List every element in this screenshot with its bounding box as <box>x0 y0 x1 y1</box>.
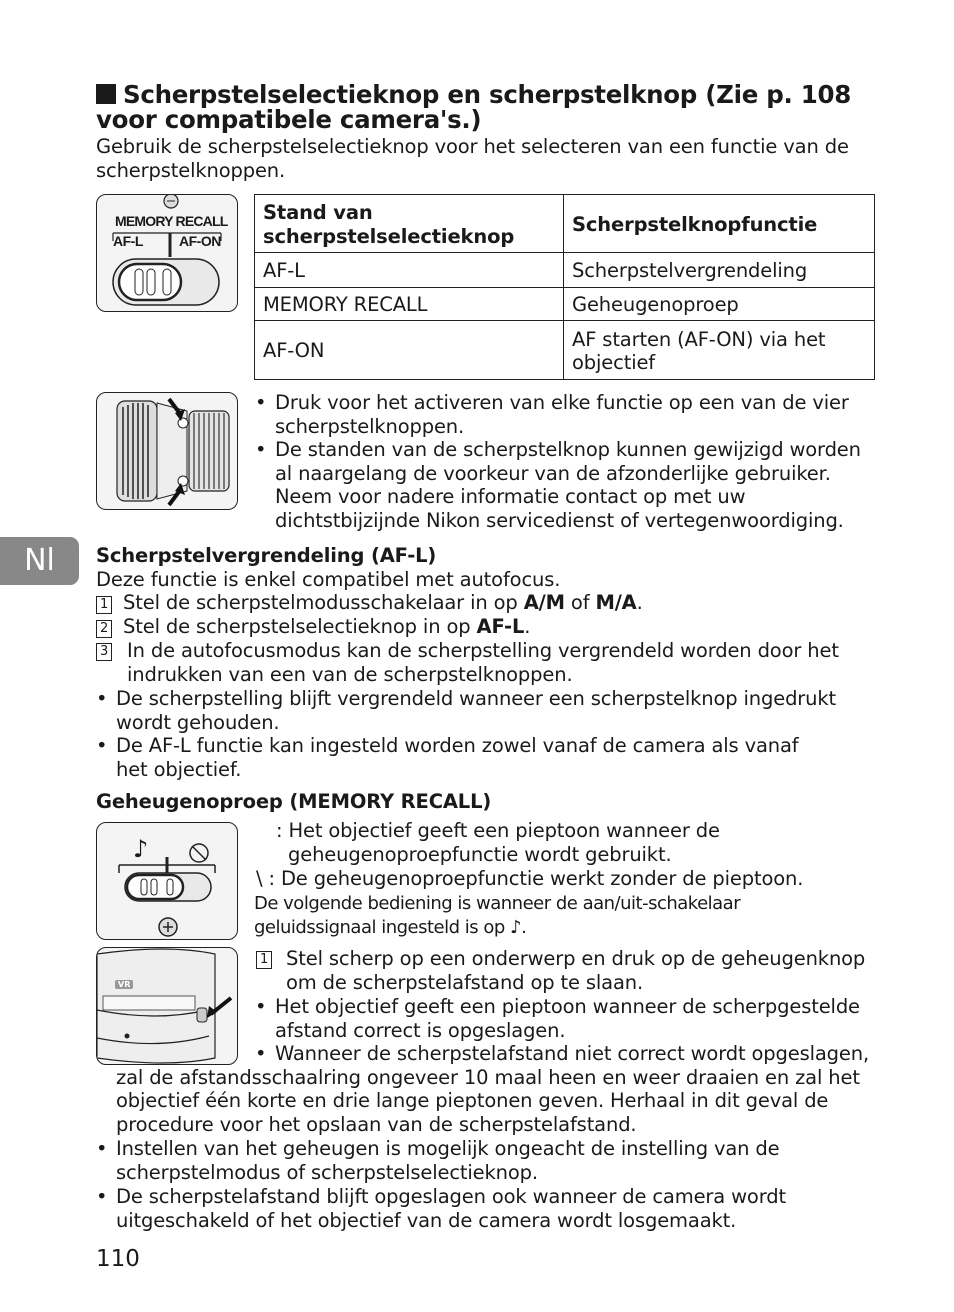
bullet-text: De scherpstelafstand blijft opgeslagen ook wanneer de camera wordt uitgeschakeld of het objectief van de camera wordt losgemaakt. <box>116 1185 786 1232</box>
heading-text: Scherpstelselectieknop en scherpstelknop (Zie p. 108 voor compatibele camera's.) <box>96 80 851 134</box>
list-item <box>255 438 865 532</box>
bullet-icon: • <box>96 1185 108 1208</box>
memory-beep-off <box>256 867 876 891</box>
beep-off-icon: \ <box>256 867 263 890</box>
language-tab: Nl <box>0 537 79 585</box>
step-text: In de autofocusmodus kan de scherpstelling vergrendeld worden door het indrukken van een van de scherpstelknoppen. <box>127 639 839 686</box>
music-note-icon: ♪ <box>133 835 149 863</box>
bullet-icon: • <box>96 1137 108 1160</box>
table-header-cell: Stand van scherpstelselectieknop <box>255 195 564 253</box>
sound-switch-illustration <box>96 822 238 940</box>
step-emphasis: AF-L <box>476 615 525 638</box>
section-heading <box>96 82 896 132</box>
step-text: of <box>564 591 596 614</box>
table-header-row <box>255 195 875 253</box>
step-number: 3 <box>96 643 112 661</box>
bullet-icon: • <box>96 687 108 710</box>
memory-step-1 <box>256 947 876 994</box>
bullet-icon: • <box>96 734 108 757</box>
bullet-icon: • <box>255 995 267 1018</box>
table-cell: AF-ON <box>255 321 564 380</box>
label-memory-recall: MEMORY RECALL <box>115 213 228 229</box>
beep-on-text: : Het objectief geeft een pieptoon wanneer de geheugenoproepfunctie wordt gebruikt. <box>276 819 720 866</box>
table-row <box>255 288 875 321</box>
list-item <box>96 687 856 734</box>
function-table <box>254 194 875 380</box>
bullet-icon: • <box>255 391 267 414</box>
table-row <box>255 253 875 288</box>
afl-step-3 <box>96 639 866 686</box>
bullet-icon: • <box>255 438 267 461</box>
bullet-text: Instellen van het geheugen is mogelijk ongeacht de instelling van de scherpstelmodus of scherpstelselectieknop. <box>116 1137 780 1184</box>
table-cell: MEMORY RECALL <box>255 288 564 321</box>
step-text: Stel de scherpstelselectieknop in op <box>123 615 477 638</box>
bullet-text: Druk voor het activeren van elke functie op een van de vier scherpstelknoppen. <box>275 391 849 438</box>
lens-drawing <box>97 393 237 509</box>
step-text: Stel scherp op een onderwerp en druk op de geheugenknop om de scherpstelafstand op te slaan. <box>286 947 866 994</box>
list-item <box>255 995 875 1042</box>
table-cell: Geheugenoproep <box>564 288 875 321</box>
page-number: 110 <box>96 1246 140 1272</box>
list-item <box>96 1137 816 1184</box>
bullet-text: De standen van de scherpstelknop kunnen gewijzigd worden al naargelang de voorkeur van de afzonderlijke gebruiker. Neem voor nadere informatie contact op met uw dichtstbijzijnde Nikon servicedienst of vertegenwoordiging. <box>275 438 861 532</box>
bullet-icon: • <box>255 1042 267 1065</box>
table-cell: AF-L <box>255 253 564 288</box>
step-number: 2 <box>96 620 112 638</box>
music-note-icon: ♪ <box>510 916 522 938</box>
list-item <box>96 1185 816 1232</box>
square-bullet-icon <box>96 84 116 104</box>
table-cell: Scherpstelvergrendeling <box>564 253 875 288</box>
beep-off-text: : De geheugenoproepfunctie werkt zonder de pieptoon. <box>262 867 804 890</box>
vr-badge: VR <box>115 980 133 989</box>
label-af-l: AF-L <box>113 233 143 249</box>
step-number: 1 <box>256 951 272 969</box>
step-text: Stel de scherpstelmodusschakelaar in op <box>123 591 524 614</box>
step-text: . <box>636 591 643 614</box>
table-cell: AF starten (AF-ON) via het objectief <box>564 321 875 380</box>
step-emphasis: M/A <box>595 591 637 614</box>
label-af-on: AF-ON <box>179 233 221 249</box>
sound-switch-drawing <box>97 823 237 939</box>
afl-step-1 <box>96 591 876 615</box>
bullet-text: Het objectief geeft een pieptoon wanneer de scherpgestelde afstand correct is opgeslagen. <box>275 995 860 1042</box>
memory-beep-on <box>276 819 796 866</box>
focus-selector-illustration <box>96 194 238 312</box>
afl-section-title: Scherpstelvergrendeling (AF-L) <box>96 544 437 567</box>
afl-step-2 <box>96 615 876 639</box>
memory-note <box>254 892 784 939</box>
lens-focus-buttons-illustration <box>96 392 238 510</box>
list-item <box>96 734 816 781</box>
note-text: . <box>521 916 527 938</box>
table-row <box>255 321 875 380</box>
bullet-text: Wanneer de scherpstelafstand niet correct wordt opgeslagen, zal de afstandsschaalring ongeveer 10 maal heen en weer draaien en zal het objectief één korte en drie lange pieptonen geven. Herhaal in dit geval de procedure voor het opslaan van de scherpstelafstand. <box>116 1042 870 1136</box>
step-number: 1 <box>96 596 112 614</box>
intro-text: Gebruik de scherpstelselectieknop voor het selecteren van een functie van de scherpstelknoppen. <box>96 135 849 182</box>
step-text: . <box>524 615 531 638</box>
afl-intro: Deze functie is enkel compatibel met autofocus. <box>96 568 561 591</box>
table-header-cell: Scherpstelknopfunctie <box>564 195 875 253</box>
bullet-text: De AF-L functie kan ingesteld worden zowel vanaf de camera als vanaf het objectief. <box>116 734 799 781</box>
list-item <box>255 391 865 438</box>
list-item <box>96 1042 876 1136</box>
step-emphasis: A/M <box>523 591 565 614</box>
bullet-text: De scherpstelling blijft vergrendeld wanneer een scherpstelknop ingedrukt wordt gehouden. <box>116 687 837 734</box>
memory-section-title: Geheugenoproep (MEMORY RECALL) <box>96 790 492 813</box>
note-text: De volgende bediening is wanneer de aan/uit-schakelaar geluidssignaal ingesteld is op <box>254 893 741 938</box>
